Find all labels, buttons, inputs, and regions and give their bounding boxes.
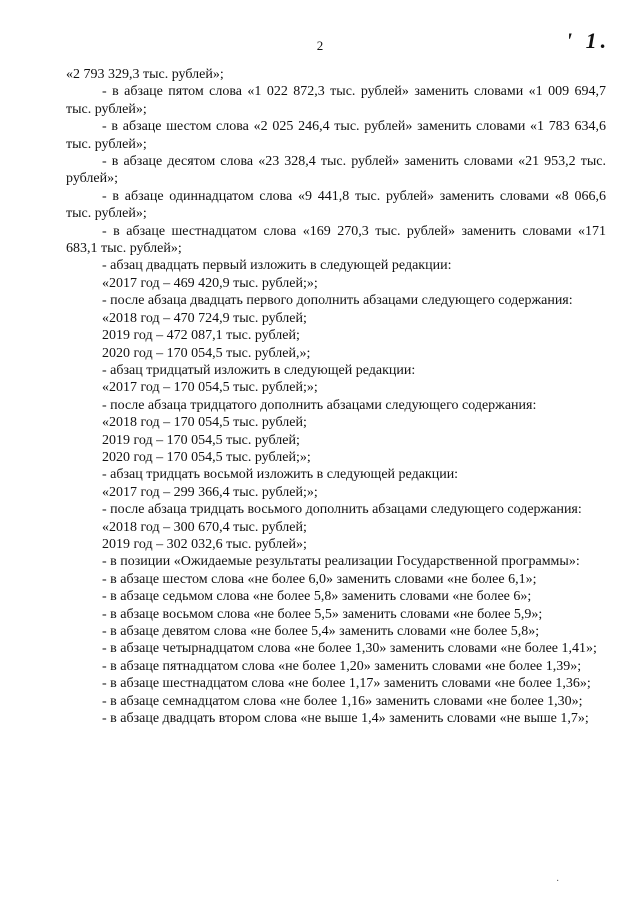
text-line: - в абзаце шестом слова «2 025 246,4 тыс. рублей» заменить словами «1 783 634,6 тыс. рублей»; (66, 119, 606, 152)
text-line: - в абзаце пятнадцатом слова «не более 1,20» заменить словами «не более 1,39»; (102, 658, 582, 674)
text-line: - в абзаце четырнадцатом слова «не более 1,30» заменить словами «не более 1,41»; (102, 641, 597, 657)
text-line: - абзац двадцать первый изложить в следующей редакции: (102, 258, 452, 274)
text-line: «2017 год – 299 366,4 тыс. рублей;»; (102, 484, 318, 500)
text-line: «2017 год – 170 054,5 тыс. рублей;»; (102, 380, 318, 396)
text-line: - в абзаце шестнадцатом слова «не более 1,17» заменить словами «не более 1,36»; (102, 676, 591, 692)
text-line: - абзац тридцать восьмой изложить в следующей редакции: (102, 467, 459, 483)
text-line: - в абзаце шестнадцатом слова «169 270,3 тыс. рублей» заменить словами «171 683,1 тыс. рублей»; (66, 223, 606, 257)
text-line: 2019 год – 170 054,5 тыс. рублей; (102, 432, 300, 448)
text-line: - после абзаца двадцать первого дополнить абзацами следующего содержания: (102, 293, 573, 309)
text-line: - абзац тридцатый изложить в следующей редакции: (102, 362, 416, 378)
text-line: 2020 год – 170 054,5 тыс. рублей;»; (102, 449, 311, 465)
text-line: «2018 год – 470 724,9 тыс. рублей; (102, 310, 307, 326)
text-line: «2018 год – 300 670,4 тыс. рублей; (102, 519, 307, 535)
text-line: - в абзаце семнадцатом слова «не более 1,16» заменить словами «не более 1,30»; (102, 693, 583, 709)
text-line: «2017 год – 469 420,9 тыс. рублей;»; (102, 275, 318, 291)
page-number: 2 (316, 38, 324, 53)
text-line: «2 793 329,3 тыс. рублей»; (66, 67, 224, 82)
text-line: 2020 год – 170 054,5 тыс. рублей,»; (102, 345, 311, 361)
text-line: - после абзаца тридцатого дополнить абзацами следующего содержания: (102, 397, 537, 413)
text-line: «2018 год – 170 054,5 тыс. рублей; (102, 415, 307, 431)
text-line: 2019 год – 472 087,1 тыс. рублей; (102, 328, 300, 344)
text-line: - в абзаце десятом слова «23 328,4 тыс. рублей» заменить словами «21 953,2 тыс. рублей»; (66, 154, 606, 187)
text-line: - в абзаце шестом слова «не более 6,0» заменить словами «не более 6,1»; (102, 571, 537, 587)
handwritten-mark: ' 1. (566, 28, 611, 53)
text-line: - в абзаце девятом слова «не более 5,4» заменить словами «не более 5,8»; (102, 624, 540, 639)
text-line: 2019 год – 302 032,6 тыс. рублей»; (102, 536, 307, 552)
text-line: - в абзаце седьмом слова «не более 5,8» заменить словами «не более 6»; (102, 589, 532, 605)
text-line: - после абзаца тридцать восьмого дополнить абзацами следующего содержания: (102, 502, 582, 518)
scan-speck: · (556, 876, 560, 887)
text-line: - в позиции «Ожидаемые результаты реализации Государственной программы»: (102, 554, 580, 570)
text-line: - в абзаце восьмом слова «не более 5,5» заменить словами «не более 5,9»; (102, 606, 543, 622)
text-line: - в абзаце пятом слова «1 022 872,3 тыс. рублей» заменить словами «1 009 694,7 тыс. рублей»; (66, 84, 606, 117)
document-body (66, 66, 606, 727)
text-line: - в абзаце двадцать втором слова «не выше 1,4» заменить словами «не выше 1,7»; (102, 711, 589, 727)
text-line: - в абзаце одиннадцатом слова «9 441,8 тыс. рублей» заменить словами «8 066,6 тыс. рублей»; (66, 188, 606, 222)
